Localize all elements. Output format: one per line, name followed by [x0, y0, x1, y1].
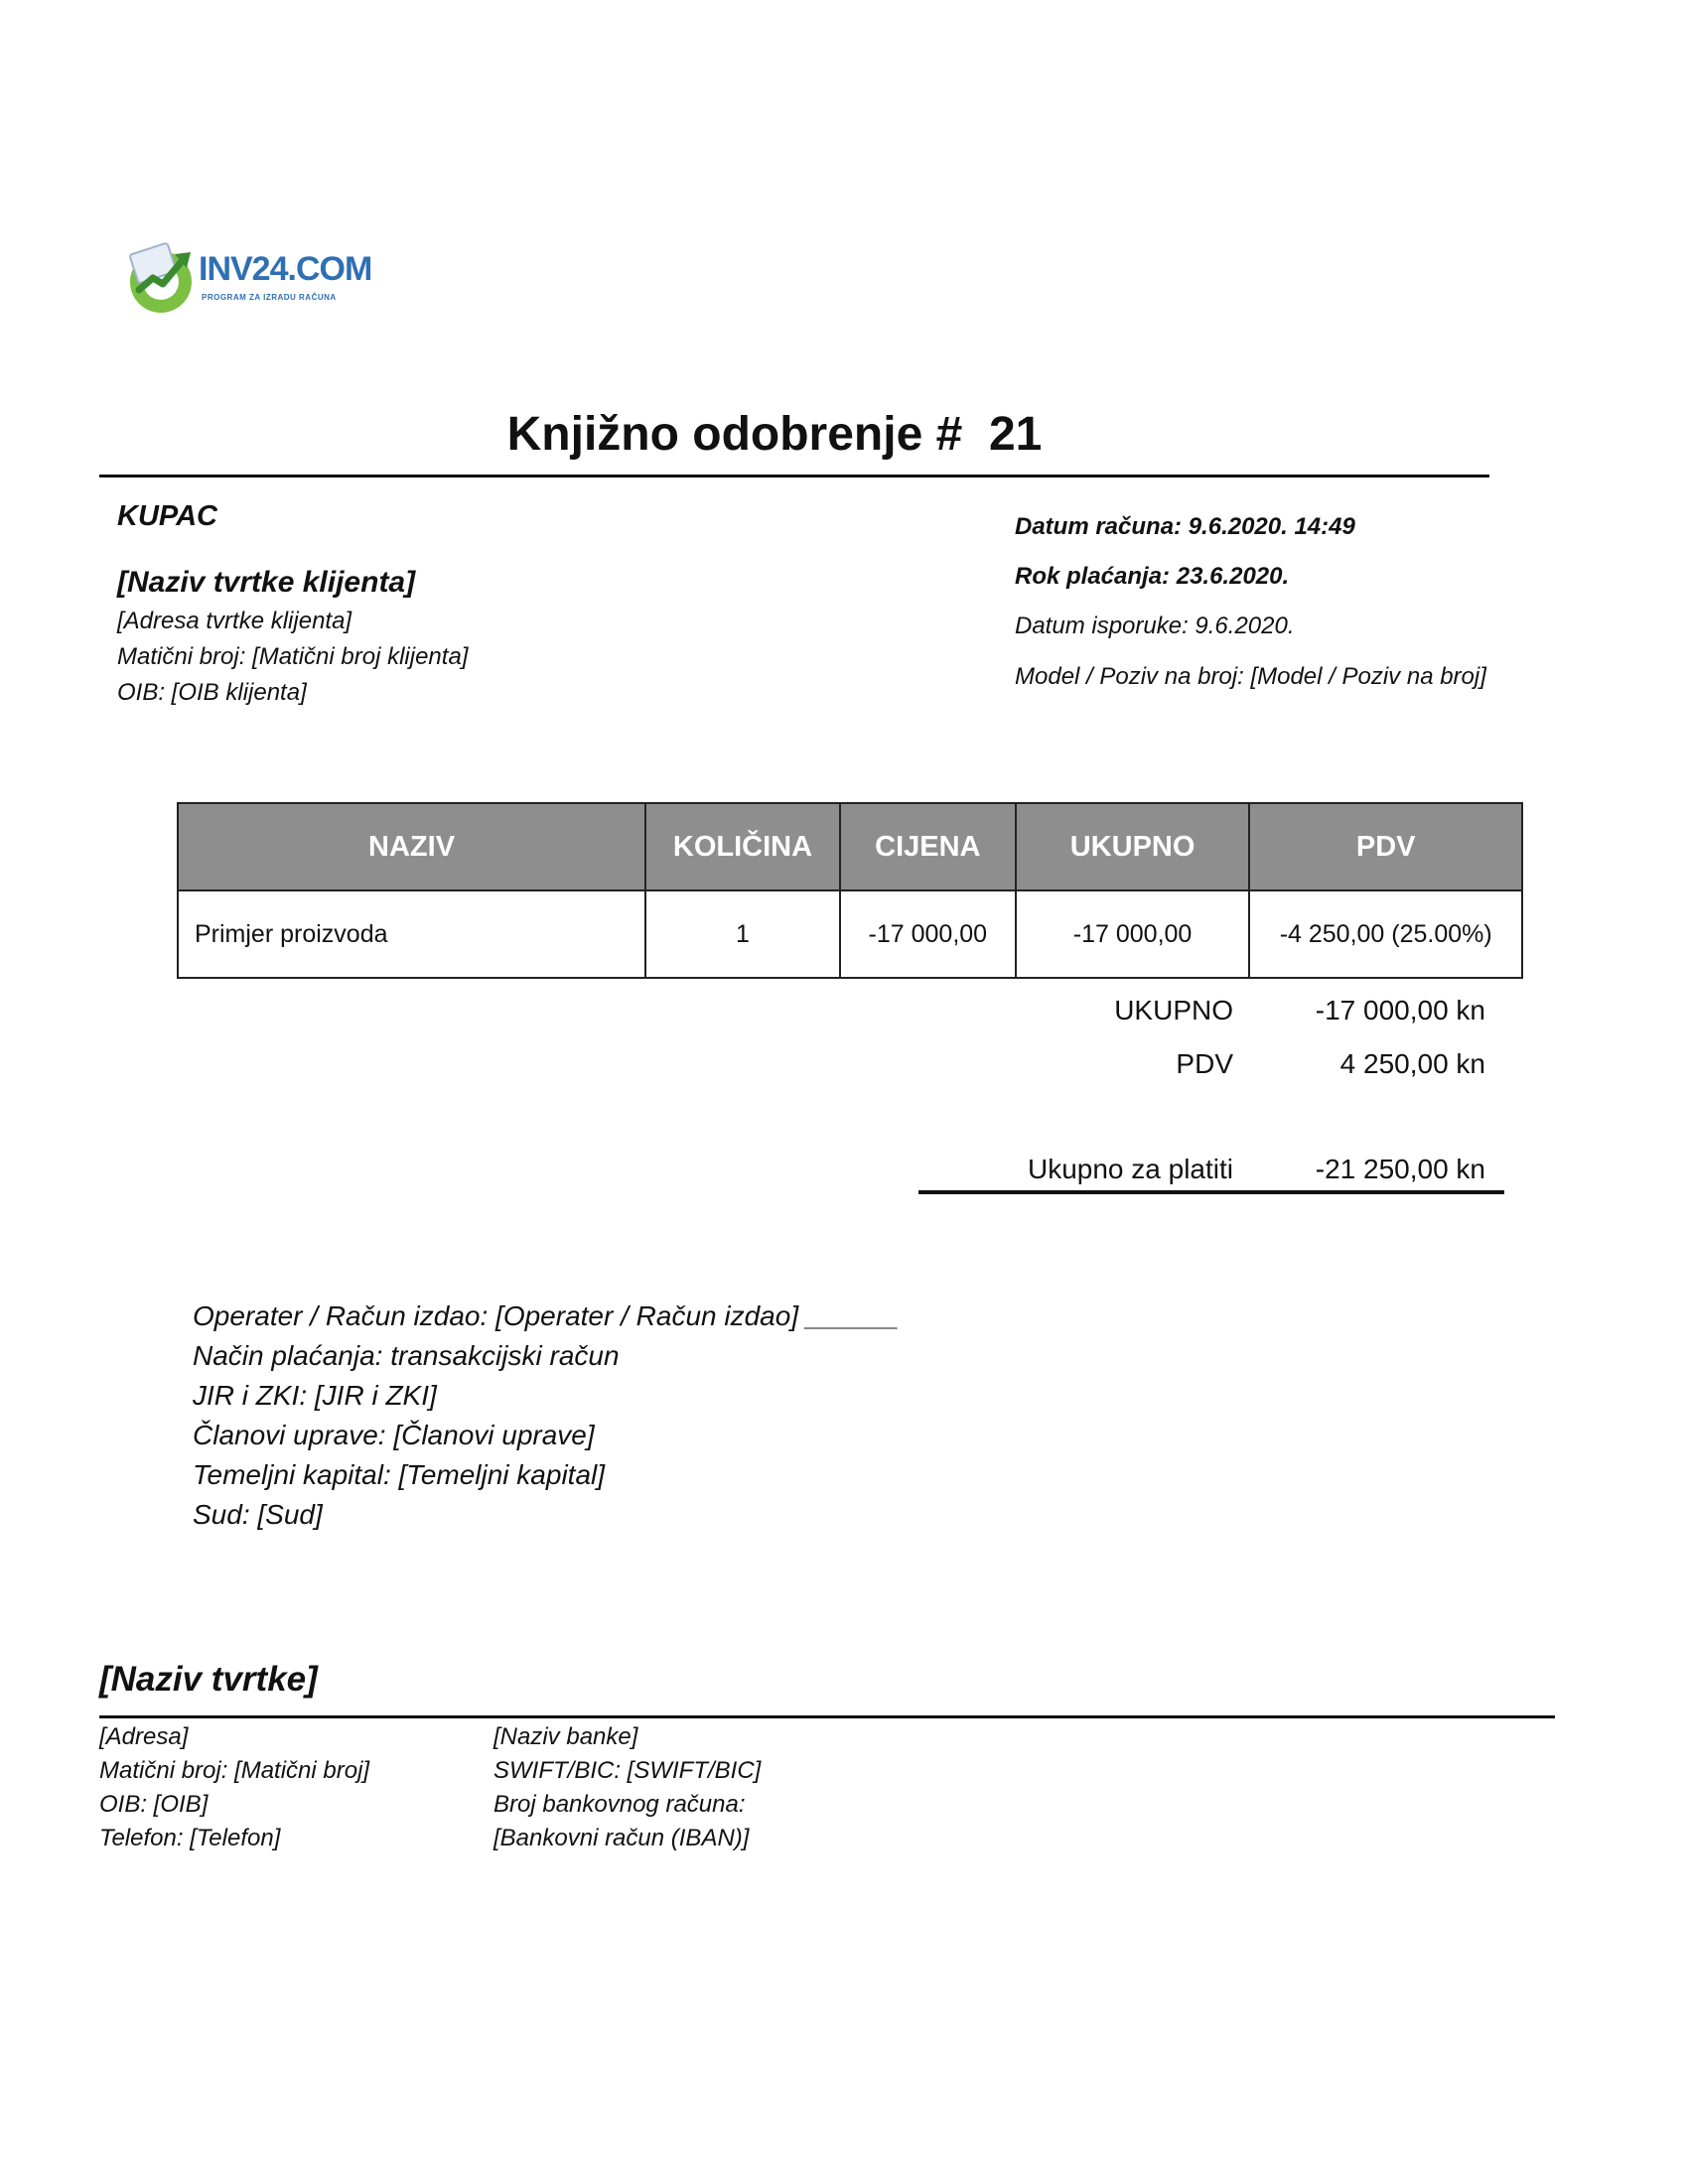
invoice-date: Datum računa: 9.6.2020. 14:49: [1015, 513, 1355, 540]
items-table: [177, 802, 1523, 979]
buyer-name: [Naziv tvrtke klijenta]: [117, 566, 416, 599]
grand-total-label: Ukupno za platiti: [1027, 1154, 1233, 1184]
vat-total-label: PDV: [1176, 1048, 1233, 1079]
company-phone: Telefon: [Telefon]: [99, 1825, 281, 1851]
logo-brand-text: INV24.COM: [199, 250, 372, 288]
bank-account-label: Broj bankovnog računa:: [493, 1791, 746, 1818]
buyer-oib: OIB: [OIB klijenta]: [117, 679, 307, 706]
due-date: Rok plaćanja: 23.6.2020.: [1015, 563, 1290, 590]
payment-reference: Model / Poziv na broj: [Model / Poziv na broj]: [1015, 663, 1486, 690]
col-header-name: NAZIV: [178, 803, 645, 890]
col-header-quantity: KOLIČINA: [645, 803, 840, 890]
title-divider: [99, 475, 1489, 478]
document-title: Knjižno odobrenje # 21: [506, 408, 1043, 461]
cell-vat: -4 250,00 (25.00%): [1249, 890, 1522, 978]
buyer-label: KUPAC: [117, 500, 217, 532]
note-jir-zki: JIR i ZKI: [JIR i ZKI]: [193, 1380, 437, 1411]
cell-total: -17 000,00: [1016, 890, 1250, 978]
buyer-address: [Adresa tvrtke klijenta]: [117, 608, 352, 634]
col-header-price: CIJENA: [840, 803, 1016, 890]
cell-quantity: 1: [645, 890, 840, 978]
col-header-total: UKUPNO: [1016, 803, 1250, 890]
note-court: Sud: [Sud]: [193, 1499, 323, 1530]
buyer-reg-number: Matični broj: [Matični broj klijenta]: [117, 643, 469, 670]
subtotal-label: UKUPNO: [1114, 995, 1233, 1025]
vat-total-value: 4 250,00 kn: [1339, 1048, 1485, 1079]
table-row: [178, 890, 1522, 978]
col-header-vat: PDV: [1249, 803, 1522, 890]
bank-iban: [Bankovni račun (IBAN)]: [493, 1825, 750, 1851]
company-name: [Naziv tvrtke]: [99, 1660, 318, 1699]
subtotal-value: -17 000,00 kn: [1315, 995, 1485, 1025]
company-reg-number: Matični broj: [Matični broj]: [99, 1757, 370, 1784]
note-operator: Operater / Račun izdao: [Operater / Račun izdao] ______: [193, 1300, 900, 1331]
bank-name: [Naziv banke]: [493, 1723, 638, 1750]
table-header-row: [178, 803, 1522, 890]
footer-divider: [99, 1715, 1555, 1718]
delivery-date: Datum isporuke: 9.6.2020.: [1015, 613, 1295, 639]
note-board: Članovi uprave: [Članovi uprave]: [193, 1420, 595, 1450]
note-payment-method: Način plaćanja: transakcijski račun: [193, 1340, 620, 1371]
company-address: [Adresa]: [99, 1723, 189, 1750]
grand-total-underline: [918, 1190, 1504, 1194]
bank-swift: SWIFT/BIC: [SWIFT/BIC]: [493, 1757, 762, 1784]
cell-price: -17 000,00: [840, 890, 1016, 978]
cell-name: Primjer proizvoda: [178, 890, 645, 978]
grand-total-value: -21 250,00 kn: [1315, 1154, 1485, 1184]
logo-tagline: PROGRAM ZA IZRADU RAČUNA: [202, 293, 337, 302]
company-oib: OIB: [OIB]: [99, 1791, 209, 1818]
note-capital: Temeljni kapital: [Temeljni kapital]: [193, 1459, 606, 1490]
